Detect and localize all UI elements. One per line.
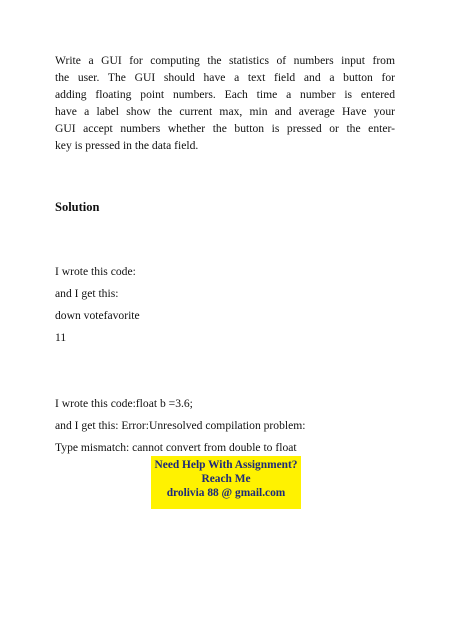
solution-line-7: Type mismatch: cannot convert from double to float (55, 441, 297, 454)
solution-line-4: 11 (55, 331, 67, 344)
question-line-5: GUI accept numbers whether the button is pressed or the enter- (55, 122, 395, 135)
solution-line-3: down votefavorite (55, 309, 140, 322)
solution-line-5: I wrote this code:float b =3.6; (55, 397, 193, 410)
ad-headline: Need Help With Assignment? (154, 459, 298, 471)
question-line-2: the user. The GUI should have a text field and a button for (55, 71, 395, 84)
solution-line-1: I wrote this code: (55, 265, 136, 278)
ad-subheadline: Reach Me (201, 473, 251, 485)
help-advertisement-box (151, 456, 301, 509)
solution-line-6: and I get this: Error:Unresolved compilation problem: (55, 419, 306, 432)
question-line-6: key is pressed in the data field. (55, 139, 199, 152)
solution-line-2: and I get this: (55, 287, 119, 300)
question-line-1: Write a GUI for computing the statistics of numbers input from (55, 54, 395, 67)
solution-heading: Solution (55, 200, 100, 214)
ad-contact-email: drolivia 88 @ gmail.com (166, 487, 286, 499)
question-line-4: have a label show the current max, min and average Have your (55, 105, 395, 118)
question-line-3: adding floating point numbers. Each time a number is entered (55, 88, 395, 101)
